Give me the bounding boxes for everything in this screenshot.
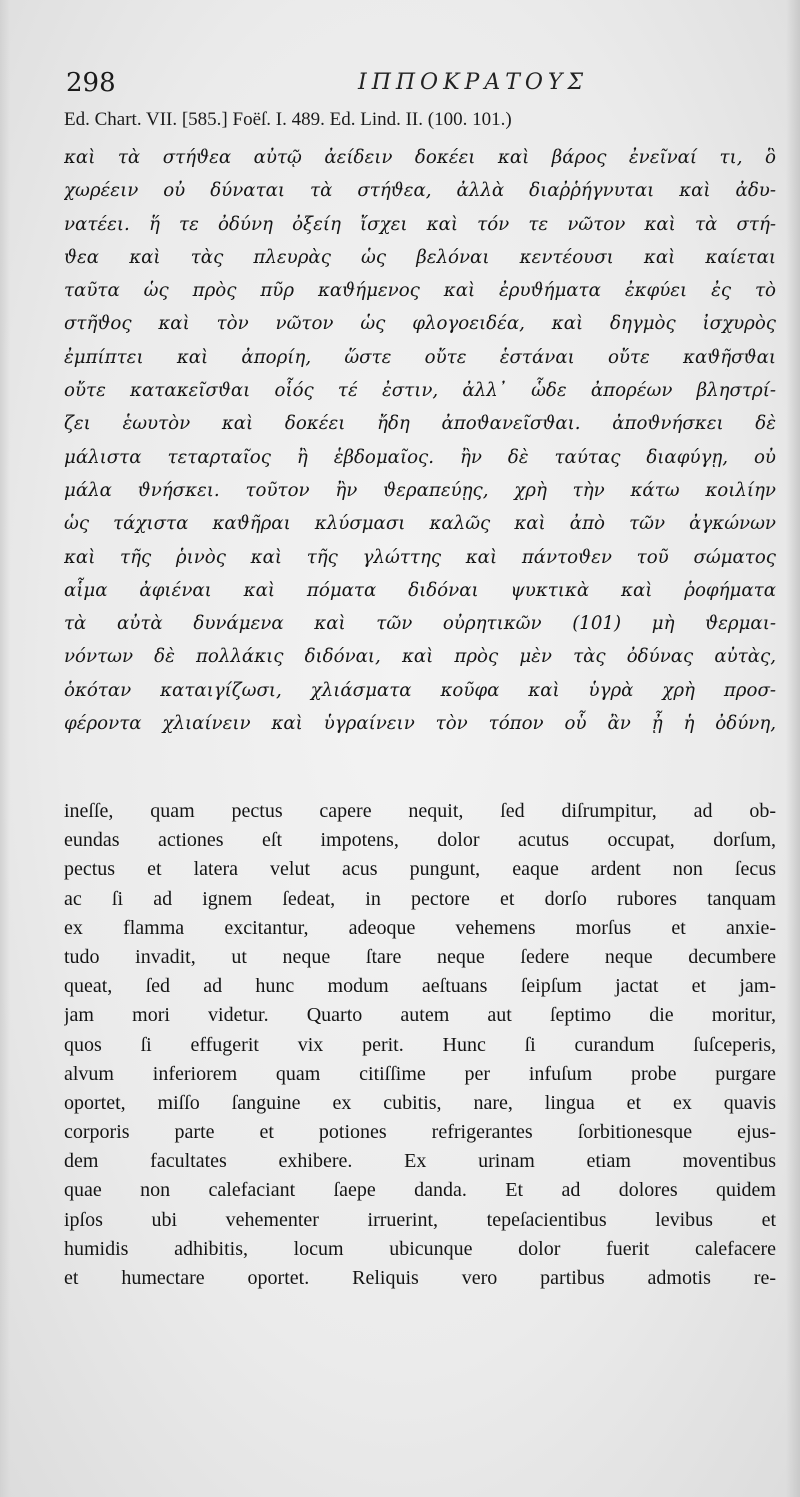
latin-line: ipſos ubi vehementer irruerint, tepeſacientibus levibus et: [64, 1208, 776, 1231]
greek-line: καὶ τῆς ῥινὸς καὶ τῆς γλώττης καὶ πάντοϑεν τοῦ σώματος: [64, 546, 776, 568]
latin-line: eundas actiones eſt impotens, dolor acutus occupat, dorſum,: [64, 829, 776, 852]
latin-line: corporis parte et potiones refrigerantes ſorbitionesque ejus-: [64, 1121, 776, 1144]
greek-line: ταῦτα ὡς πρὸς πῦρ καϑήμενος καὶ ἐρυϑήματα ἐκφύει ἐς τὸ: [64, 280, 776, 302]
greek-line: ἐμπίπτει καὶ ἀπορίη, ὥστε οὔτε ἑστάναι οὔτε καϑῆσϑαι: [64, 346, 776, 368]
latin-line: ineſſe, quam pectus capere nequit, ſed diſrumpitur, ad ob-: [64, 800, 776, 822]
greek-text-block: [64, 141, 776, 740]
greek-line: ϑεα καὶ τὰς πλευρὰς ὡς βελόναι κεντέουσι καὶ καίεται: [64, 246, 776, 268]
latin-line: quos ſi effugerit vix perit. Hunc ſi curandum ſuſceperis,: [64, 1033, 776, 1056]
running-title: ΙΠΠΟΚΡΑΤΟΥΣ: [358, 70, 589, 95]
latin-line: jam mori videtur. Quarto autem aut ſeptimo die moritur,: [64, 1004, 776, 1027]
latin-line: ex flamma excitantur, adeoque vehemens morſus et anxie-: [64, 916, 776, 939]
greek-line: στῆϑος καὶ τὸν νῶτον ὡς φλογοειδέα, καὶ δηγμὸς ἰσχυρὸς: [64, 313, 776, 335]
greek-line: οὔτε κατακεῖσϑαι οἷός τέ ἐστιν, ἀλλ᾽ ὧδε ἀπορέων βληστρί-: [64, 380, 776, 402]
page-number: 298: [66, 68, 116, 98]
greek-line: καὶ τὰ στήϑεα αὐτῷ ἀείδειν δοκέει καὶ βάρος ἐνεῖναί τι, ὃ: [64, 147, 776, 168]
latin-line: pectus et latera velut acus pungunt, eaque ardent non ſecus: [64, 858, 776, 881]
greek-line: μάλιστα τεταρταῖος ἢ ἑβδομαῖος. ἢν δὲ ταύτας διαφύγῃ, οὐ: [64, 446, 776, 468]
greek-line: ὁκόταν καταιγίζωσι, χλιάσματα κοῦφα καὶ ὑγρὰ χρὴ προσ-: [64, 679, 776, 701]
latin-text-block: [64, 797, 776, 1293]
greek-line: νατέει. ἥ τε ὀδύνη ὀξείη ἴσχει καὶ τόν τε νῶτον καὶ τὰ στή-: [64, 213, 776, 235]
greek-line: αἷμα ἀφιέναι καὶ πόματα διδόναι ψυκτικὰ καὶ ῥοφήματα: [64, 579, 776, 601]
greek-line: ζει ἑωυτὸν καὶ δοκέει ἤδη ἀποϑανεῖσϑαι. ἀποϑνήσκει δὲ: [64, 413, 776, 435]
greek-line: χωρέειν οὐ δύναται τὰ στήϑεα, ἀλλὰ διαῤῥήγνυται καὶ ἀδυ-: [64, 180, 776, 202]
latin-line: humidis adhibitis, locum ubicunque dolor fuerit calefacere: [64, 1237, 776, 1260]
latin-line: queat, ſed ad hunc modum aeſtuans ſeipſum jactat et jam-: [64, 975, 776, 998]
running-head: [66, 66, 772, 102]
greek-line: τὰ αὐτὰ δυνάμενα καὶ τῶν οὐρητικῶν (101) μὴ ϑερμαι-: [64, 613, 776, 635]
page-edge-shadow-right: [786, 0, 800, 1497]
greek-line: νόντων δὲ πολλάκις διδόναι, καὶ πρὸς μὲν τὰς ὀδύνας αὐτὰς,: [64, 646, 776, 668]
latin-line: alvum inferiorem quam citiſſime per infuſum probe purgare: [64, 1062, 776, 1085]
edition-reference: Ed. Chart. VII. [585.] Foëſ. I. 489. Ed. Lind. II. (100. 101.): [64, 109, 512, 130]
latin-line: oportet, miſſo ſanguine ex cubitis, nare, lingua et ex quavis: [64, 1091, 776, 1114]
latin-line: dem facultates exhibere. Ex urinam etiam moventibus: [64, 1150, 776, 1173]
latin-line: tudo invadit, ut neque ſtare neque ſedere neque decumbere: [64, 945, 776, 968]
greek-line: μάλα ϑνήσκει. τοῦτον ἢν ϑεραπεύῃς, χρὴ τὴν κάτω κοιλίην: [64, 479, 776, 501]
greek-line: ὡς τάχιστα καϑῆραι κλύσμασι καλῶς καὶ ἀπὸ τῶν ἀγκώνων: [64, 513, 776, 535]
latin-line: et humectare oportet. Reliquis vero partibus admotis re-: [64, 1267, 776, 1289]
page-edge-shadow-left: [0, 0, 10, 1497]
latin-line: quae non calefaciant ſaepe danda. Et ad dolores quidem: [64, 1179, 776, 1202]
greek-line: φέροντα χλιαίνειν καὶ ὑγραίνειν τὸν τόπον οὗ ἂν ᾖ ἡ ὀδύνη,: [64, 713, 776, 735]
latin-line: ac ſi ad ignem ſedeat, in pectore et dorſo rubores tanquam: [64, 887, 776, 910]
